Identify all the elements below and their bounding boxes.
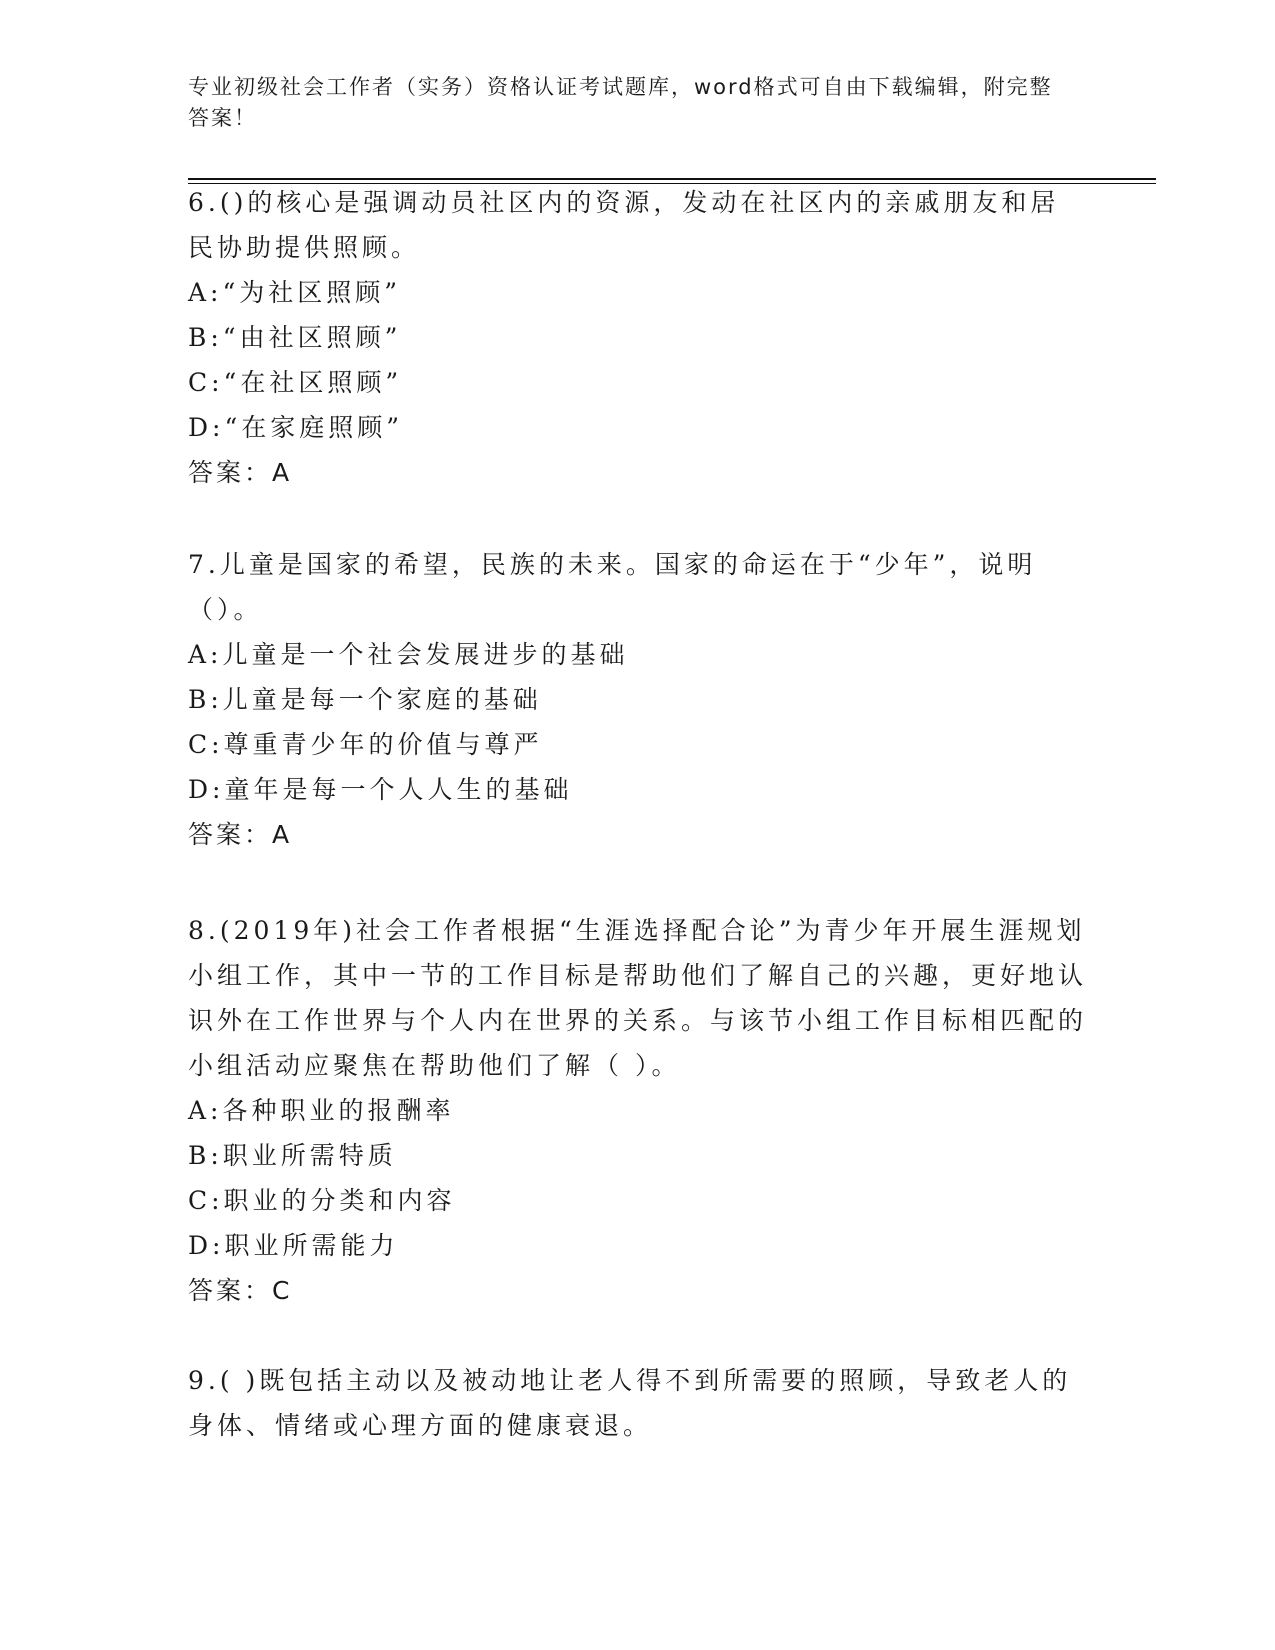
- question-stem: 8.(2019年)社会工作者根据“生涯选择配合论”为青少年开展生涯规划小组工作，其中一节的工作目标是帮助他们了解自己的兴趣，更好地认识外在工作世界与个人内在世界的关系。与该节小组工作目标相匹配的小组活动应聚焦在帮助他们了解（ ）。: [188, 916, 1088, 1080]
- option-c: C:职业的分类和内容: [188, 1186, 456, 1215]
- page-header-title: 专业初级社会工作者（实务）资格认证考试题库，word格式可自由下载编辑，附完整答案！: [188, 75, 1053, 130]
- option-a: A:儿童是一个社会发展进步的基础: [188, 640, 629, 669]
- question-6: [188, 180, 1088, 495]
- question-9: [188, 1358, 1088, 1448]
- option-d: D:职业所需能力: [188, 1231, 399, 1260]
- option-a: A:各种职业的报酬率: [188, 1096, 455, 1125]
- option-d: D:童年是每一个人人生的基础: [188, 775, 573, 804]
- question-stem: 9.( )既包括主动以及被动地让老人得不到所需要的照顾，导致老人的身体、情绪或心理方面的健康衰退。: [188, 1366, 1072, 1440]
- question-stem: 6.()的核心是强调动员社区内的资源，发动在社区内的亲戚朋友和居民协助提供照顾。: [188, 188, 1060, 262]
- option-b: B:职业所需特质: [188, 1141, 397, 1170]
- option-d: D:“在家庭照顾”: [188, 413, 404, 442]
- option-b: B:“由社区照顾”: [188, 323, 402, 352]
- option-c: C:“在社区照顾”: [188, 368, 403, 397]
- question-stem: 7.儿童是国家的希望，民族的未来。国家的命运在于“少年”，说明（）。: [188, 550, 1037, 624]
- option-c: C:尊重青少年的价值与尊严: [188, 730, 543, 759]
- answer: 答案：C: [188, 1276, 293, 1305]
- option-b: B:儿童是每一个家庭的基础: [188, 685, 542, 714]
- answer: 答案：A: [188, 820, 293, 849]
- question-7: [188, 542, 1088, 857]
- answer: 答案：A: [188, 458, 293, 487]
- question-8: [188, 908, 1088, 1313]
- option-a: A:“为社区照顾”: [188, 278, 402, 307]
